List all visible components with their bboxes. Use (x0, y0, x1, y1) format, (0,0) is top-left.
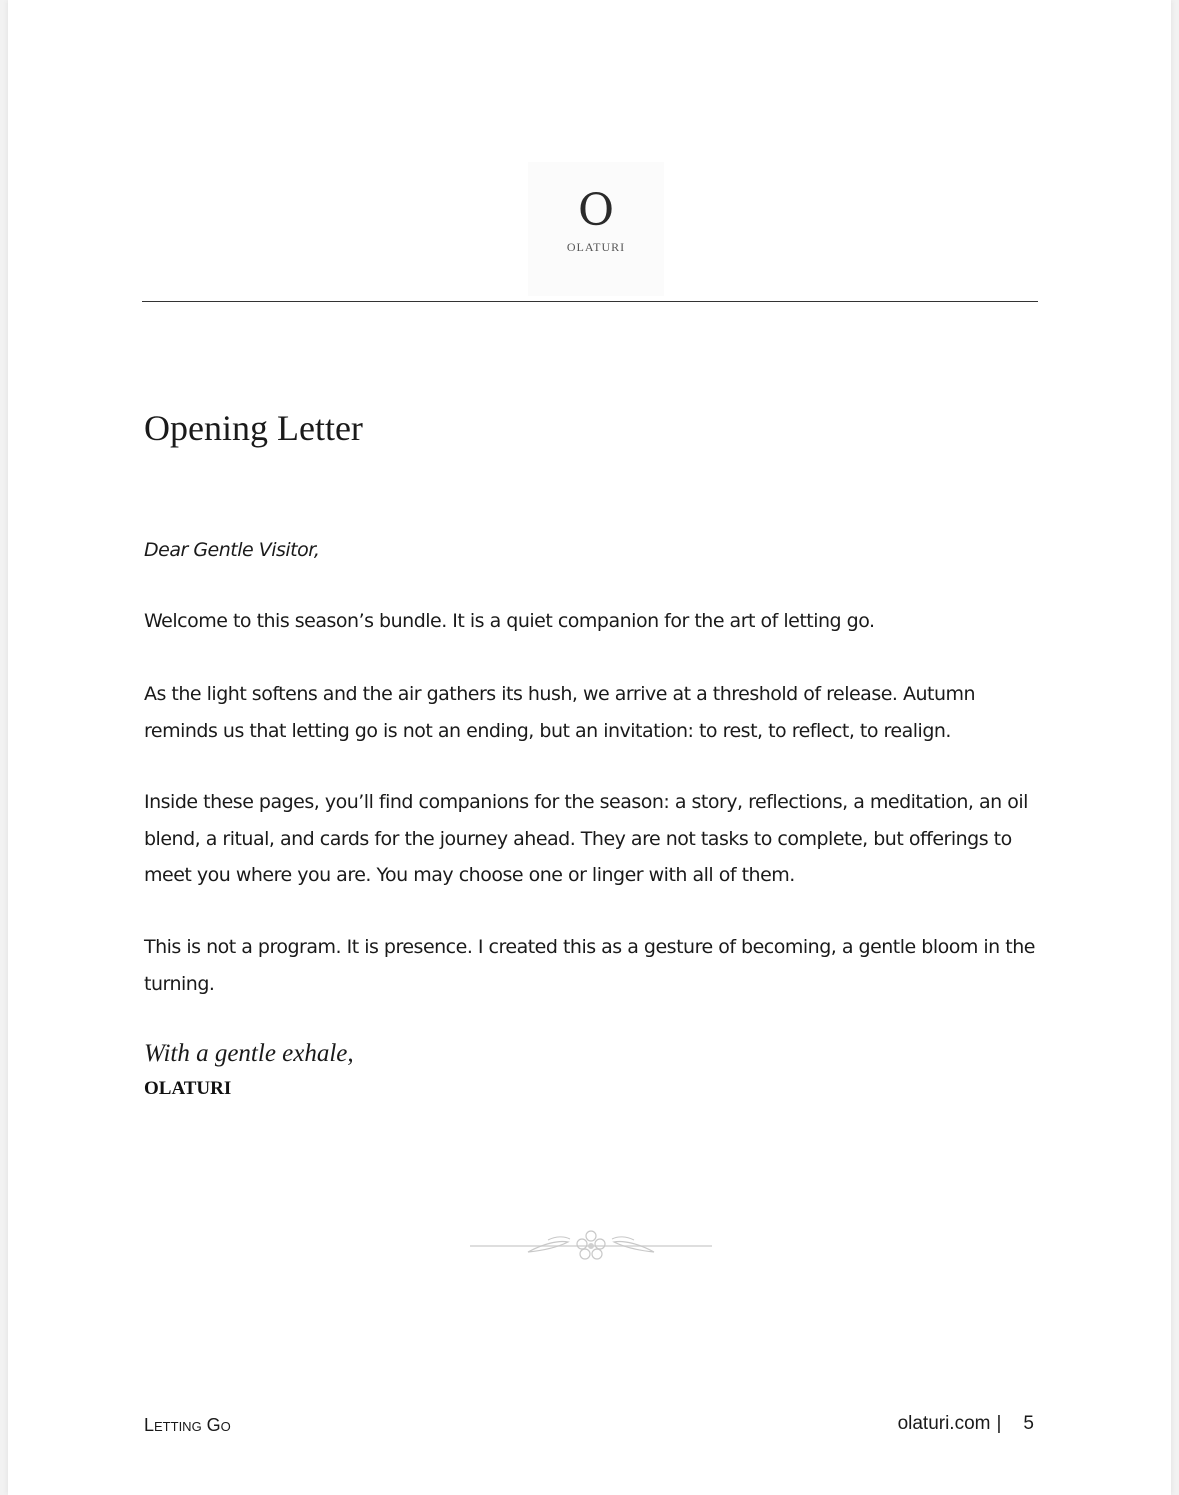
header-divider (142, 301, 1038, 302)
logo-mark: O (577, 185, 615, 236)
letter-paragraph-3: Inside these pages, you’ll find companions for the season: a story, reflections, a meditation, an oil blend, a ritual, and cards for the journey ahead. They are not tasks to complete, but offerings to meet you where you are. You may choose one or linger with all of them. (144, 791, 1028, 886)
floral-divider-icon (468, 1222, 714, 1268)
letter-paragraph-2: As the light softens and the air gathers its hush, we arrive at a threshold of release. Autumn reminds us that letting go is not an ending, but an invitation: to rest, to reflect, to realign. (144, 683, 976, 742)
letter-signature: OLATURI (144, 1078, 232, 1099)
page-number: 5 (1023, 1413, 1034, 1434)
letter-paragraph-4: This is not a program. It is presence. I created this as a gesture of becoming, a gentle bloom in the turning. (144, 936, 1035, 995)
salutation: Dear Gentle Visitor, (144, 539, 320, 561)
footer-document-title: Letting Go (144, 1415, 231, 1435)
footer-right (898, 1412, 1034, 1436)
logo-wordmark: OLATURI (566, 240, 626, 254)
footer-website: olaturi.com (897, 1413, 991, 1434)
document-page (8, 0, 1171, 1495)
letter-paragraph-1: Welcome to this season’s bundle. It is a quiet companion for the art of letting go. (144, 610, 875, 632)
letter-closing: With a gentle exhale, (144, 1040, 354, 1067)
logo (528, 162, 664, 296)
page-title: Opening Letter (144, 408, 363, 448)
footer-separator: | (996, 1413, 1002, 1434)
